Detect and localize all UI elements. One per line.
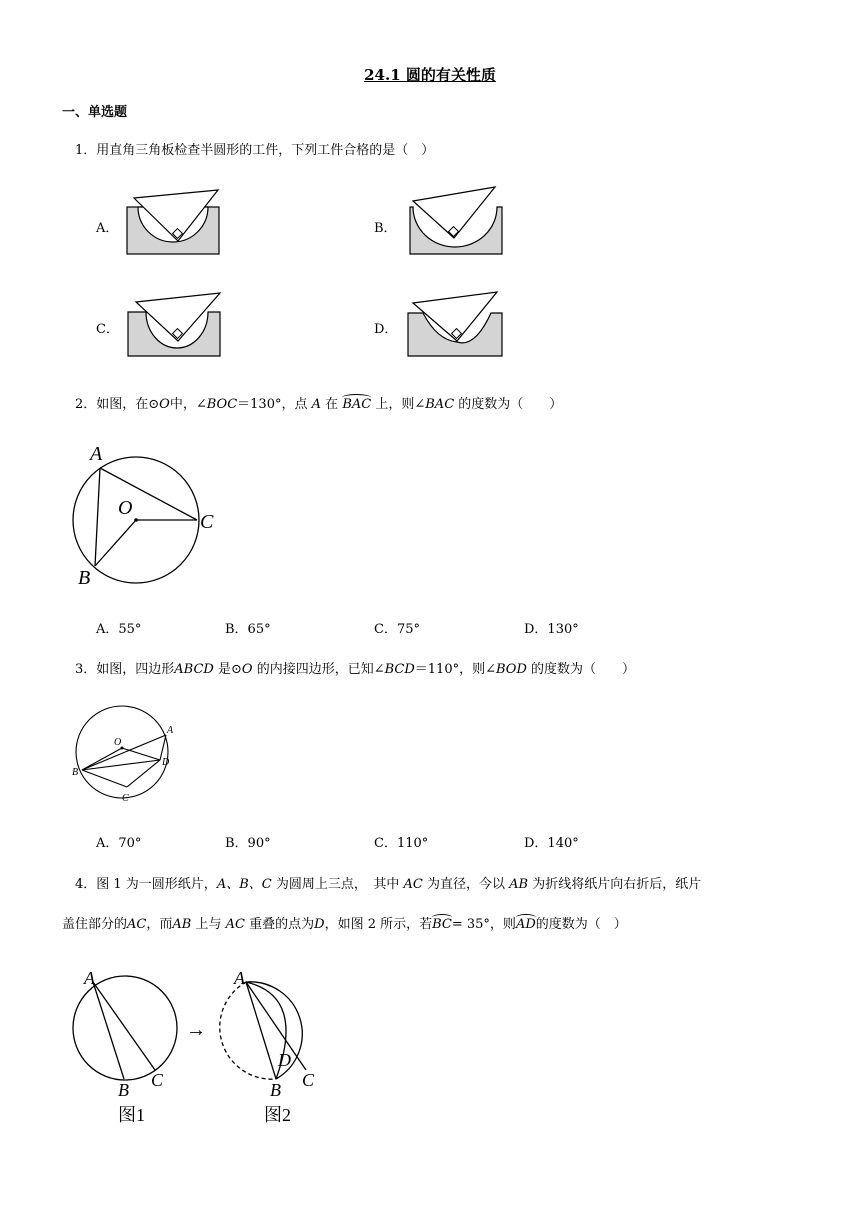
q2-option-a[interactable]: A．55° (96, 622, 142, 637)
arc-bc: BC (432, 917, 452, 932)
arc-bac: BAC (342, 397, 372, 412)
q1-option-a-label[interactable]: A． (96, 221, 119, 236)
q4-fig1-label-a: A (84, 968, 95, 988)
question-2-text: 2．如图，在⊙O中，∠BOC＝130°，点 A 在 BAC 上，则∠BAC 的度数为（ ） (75, 397, 563, 412)
q4-arrow-icon: → (186, 1019, 206, 1041)
question-4-line-2: 盖住部分的AC，而AB 上与 AC 重叠的点为D，如图 2 所示，若BC= 35°，则AD的度数为（ ） (62, 917, 627, 932)
q3-label-a: A (167, 725, 174, 736)
q4-fig1-caption: 图1 (118, 1105, 145, 1125)
q4-fig2-label-a: A (234, 968, 245, 988)
q4-fig2-label-b: B (270, 1080, 281, 1100)
question-1-text: 1．用直角三角板检查半圆形的工件，下列工件合格的是（ ） (75, 143, 435, 158)
q4-fig2-caption: 图2 (264, 1105, 291, 1125)
q3-figure (70, 702, 180, 806)
q1-option-b-figure (405, 184, 505, 258)
q3-label-c: C (122, 793, 129, 804)
q3-option-a[interactable]: A．70° (96, 836, 142, 851)
q3-label-o: O (114, 737, 122, 748)
q2-option-d[interactable]: D．130° (524, 622, 579, 637)
arc-ad: AD (515, 917, 536, 932)
question-4-line-1: 4．图 1 为一圆形纸片，A、B、C 为圆周上三点， 其中 AC 为直径，今以 AB 为折线将纸片向右折后，纸片 (75, 877, 702, 892)
q2-label-a: A (90, 443, 103, 465)
q2-option-b[interactable]: B．65° (225, 622, 271, 637)
q3-label-b: B (72, 767, 79, 778)
q4-fig2-label-d: D (278, 1050, 291, 1070)
q4-fig2-label-c: C (302, 1070, 315, 1090)
q1-option-c-label[interactable]: C． (96, 322, 119, 337)
q1-option-c-figure (124, 288, 224, 360)
q2-label-o: O (118, 497, 133, 519)
q2-option-c[interactable]: C．75° (374, 622, 420, 637)
q2-label-b: B (78, 567, 91, 589)
q4-fig1-label-b: B (118, 1080, 129, 1100)
q2-label-c: C (200, 511, 214, 533)
q3-option-b[interactable]: B．90° (225, 836, 271, 851)
q3-option-c[interactable]: C．110° (374, 836, 429, 851)
q4-fig1-label-c: C (151, 1070, 164, 1090)
question-3-text: 3．如图，四边形ABCD 是⊙O 的内接四边形，已知∠BCD＝110°，则∠BOD 的度数为（ ） (75, 662, 636, 677)
q2-figure (66, 440, 226, 590)
q4-figure (66, 966, 346, 1130)
q1-option-d-label[interactable]: D． (374, 322, 398, 337)
q3-option-d[interactable]: D．140° (524, 836, 579, 851)
section-heading: 一、单选题 (62, 105, 128, 120)
q3-label-d: D (162, 757, 170, 768)
page-title: 24.1 圆的有关性质 (364, 66, 496, 84)
q1-option-a-figure (124, 186, 224, 258)
q1-option-d-figure (405, 288, 505, 360)
q1-option-b-label[interactable]: B． (374, 221, 397, 236)
